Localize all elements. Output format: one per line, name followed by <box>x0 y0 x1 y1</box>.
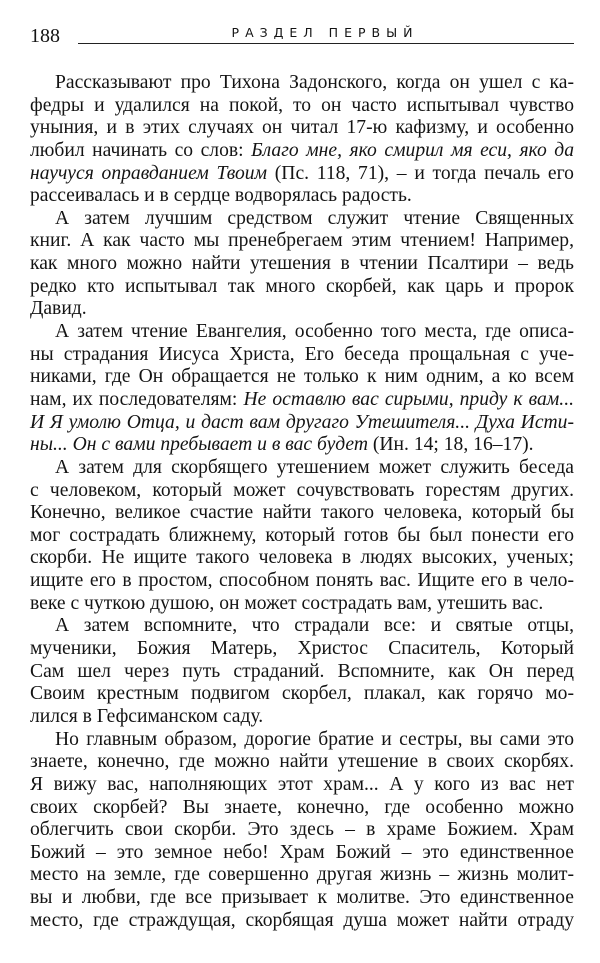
text-line <box>30 366 574 389</box>
text-line <box>30 683 574 706</box>
text-line <box>30 910 574 933</box>
text-line <box>30 547 574 570</box>
text-segment: Рассказывают про Тихона Задонского, когда он ушел с ка- <box>55 72 574 93</box>
text-line <box>30 185 574 208</box>
text-segment: А затем лучшим средством служит чтение Священных <box>55 207 574 229</box>
text-segment: с человеком, который может сочувствовать горестям других. <box>30 479 574 501</box>
running-head: РАЗДЕЛ ПЕРВЫЙ <box>190 25 460 40</box>
text-line <box>30 321 574 344</box>
text-segment: лился в Гефсиманском саду. <box>30 705 264 727</box>
text-segment: рассеивалась и в сердце водворялась радость. <box>30 185 412 207</box>
paragraph <box>30 321 574 457</box>
text-segment: (Пс. 118, 71), – и тогда печаль его <box>267 162 574 184</box>
text-line <box>30 117 574 140</box>
text-line <box>30 344 574 367</box>
text-segment: Своим крестным подвигом скорбел, плакал, как горячо мо- <box>30 683 574 705</box>
text-segment: уныния, и в этих случаях он читал 17-ю кафизму, и особенно <box>30 117 574 139</box>
text-line <box>30 525 574 548</box>
text-segment: Давид. <box>30 298 87 320</box>
text-segment: мученики, Божия Матерь, Христос Спаситель, Который <box>30 638 574 660</box>
page-number: 188 <box>30 25 60 47</box>
text-segment: облегчить свои скорби. Это здесь – в храме Божием. Храм <box>30 819 574 841</box>
text-segment: вы и любви, где все призывает к молитве. Это единственное <box>30 887 574 909</box>
text-segment: А затем для скорбящего утешением может служить беседа <box>55 456 574 478</box>
text-line <box>30 774 574 797</box>
text-line <box>30 615 574 638</box>
text-segment: веке с чуткою душою, он может сострадать вам, утешить вас. <box>30 592 544 614</box>
text-segment: федры и удалился на покой, то он часто испытывал чувство <box>30 94 574 116</box>
text-line <box>30 593 574 616</box>
text-line <box>30 457 574 480</box>
text-segment: как много можно найти утешения в чтении Псалтири – ведь <box>30 253 574 275</box>
text-line <box>30 819 574 842</box>
text-segment: Божий – это земное небо! Храм Божий – это единственное <box>30 841 574 863</box>
text-line <box>30 638 574 661</box>
paragraph <box>30 72 574 208</box>
italic-quote: И Я умолю Отца, и даст вам другаго Утешителя... Духа Исти- <box>30 411 574 433</box>
header-rule <box>78 43 574 44</box>
text-line <box>30 163 574 186</box>
text-line <box>30 230 574 253</box>
text-segment: Сам шел через путь страданий. Вспомните, как Он перед <box>30 660 574 682</box>
text-line <box>30 95 574 118</box>
text-segment: место на земле, где совершенно другая жизнь – жизнь молит- <box>30 864 574 886</box>
text-line <box>30 570 574 593</box>
text-line <box>30 140 574 163</box>
text-line <box>30 661 574 684</box>
text-segment: любил начинать со слов: <box>30 139 252 161</box>
text-line <box>30 842 574 865</box>
text-line <box>30 797 574 820</box>
italic-quote: Благо мне, яко смирил мя еси, яко да <box>251 139 574 161</box>
paragraph <box>30 615 574 728</box>
text-line <box>30 72 574 95</box>
italic-quote: ны... Он с вами пребывает и в вас будет <box>30 434 368 456</box>
text-segment: никами, где Он обращается не только к ним одним, а ко всем <box>30 366 574 388</box>
text-segment: редко кто испытывал так много скорбей, как царь и пророк <box>30 275 574 297</box>
text-line <box>30 208 574 231</box>
text-line <box>30 389 574 412</box>
text-segment: место, где страждущая, скорбящая душа может найти отраду <box>30 909 574 931</box>
text-segment: ищите его в простом, способном понять вас. Ищите его в чело- <box>30 570 574 592</box>
text-line <box>30 480 574 503</box>
text-line <box>30 864 574 887</box>
text-line <box>30 502 574 525</box>
text-line <box>30 253 574 276</box>
text-line <box>30 276 574 299</box>
text-segment: знаете, конечно, где можно найти утешение в своих скорбях. <box>30 751 574 773</box>
text-line <box>30 298 574 321</box>
paragraph <box>30 457 574 615</box>
text-line <box>30 729 574 752</box>
text-line <box>30 412 574 435</box>
body-text <box>30 72 574 932</box>
text-segment: мог сострадать ближнему, который готов бы был понести его <box>30 524 574 546</box>
text-segment: Но главным образом, дорогие братие и сестры, вы сами это <box>55 728 574 750</box>
text-segment: Я вижу вас, наполняющих этот храм... А у кого из вас нет <box>30 773 574 795</box>
paragraph <box>30 729 574 933</box>
italic-quote: Не оставлю вас сирыми, приду к вам... <box>243 388 575 410</box>
paragraph <box>30 208 574 321</box>
text-segment: А затем чтение Евангелия, особенно того места, где описа- <box>55 321 574 343</box>
text-line <box>30 706 574 729</box>
text-segment: Конечно, великое счастие найти такого человека, который бы <box>30 502 574 524</box>
text-segment: А затем вспомните, что страдали все: и святые отцы, <box>55 615 574 637</box>
text-segment: книг. А как часто мы пренебрегаем этим чтением! Например, <box>30 230 574 252</box>
text-line <box>30 751 574 774</box>
text-line <box>30 887 574 910</box>
text-segment: нам, их последователям: <box>30 388 244 410</box>
text-segment: (Ин. 14; 18, 16–17). <box>367 434 534 456</box>
text-segment: скорби. Не ищите такого человека в людях высоких, ученых; <box>30 547 574 569</box>
text-line <box>30 434 574 457</box>
text-segment: ны страдания Иисуса Христа, Его беседа прощальная с уче- <box>30 343 574 365</box>
italic-quote: научуся оправданием Твоим <box>30 162 268 184</box>
text-segment: своих скорбей? Вы знаете, конечно, где особенно можно <box>30 796 574 818</box>
